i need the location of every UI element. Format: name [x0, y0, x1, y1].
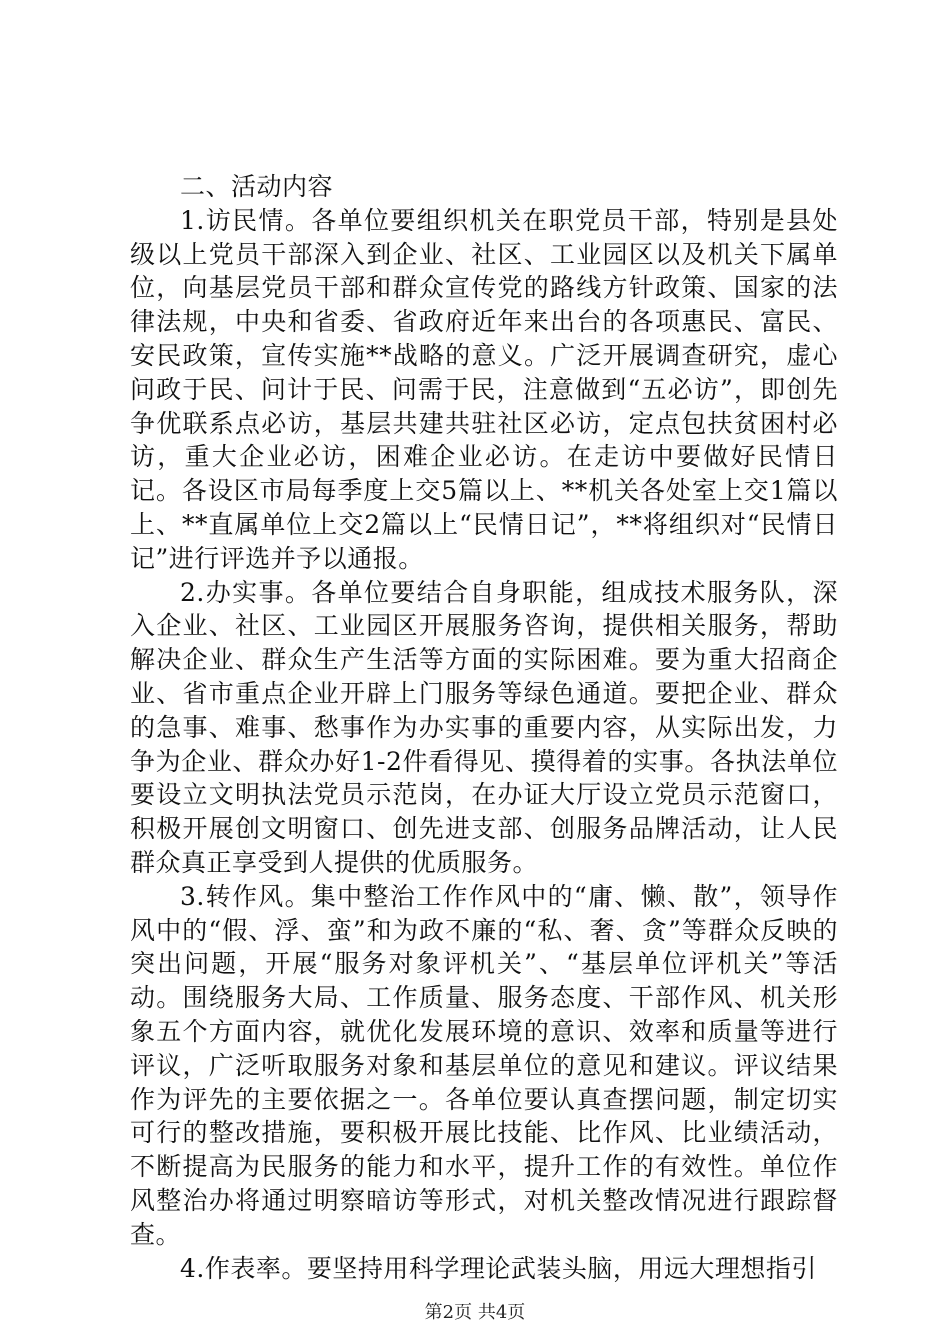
paragraph-set-example: 4.作表率。要坚持用科学理论武装头脑，用远大理想指引	[180, 1253, 817, 1283]
paragraph-visit-public: 1.访民情。各单位要组织机关在职党员干部，特别是县处级以上党员干部深入到企业、社区、工业园区以及机关下属单位，向基层党员干部和群众宣传党的路线方针政策、国家的法律法规，中央和省委、省政府近年来出台的各项惠民、富民、安民政策，宣传实施**战略的意义。广泛开展调查研究，虚心问政于民、问计于民、问需于民，注意做到“五必访”，即创先争优联系点必访，基层共建共驻社区必访，定点包扶贫困村必访，重大企业必访，困难企业必访。在走访中要做好民情日记。各设区市局每季度上交5篇以上、**机关各处室上交1篇以上、**直属单位上交2篇以上“民情日记”，**将组织对“民情日记”进行评选并予以通报。	[130, 205, 838, 573]
page-number-footer: 第2页 共4页	[424, 1302, 526, 1323]
paragraph-practical-work: 2.办实事。各单位要结合自身职能，组成技术服务队，深入企业、社区、工业园区开展服务咨询，提供相关服务，帮助解决企业、群众生产生活等方面的实际困难。要为重大招商企业、省市重点企业开辟上门服务等绿色通道。要把企业、群众的急事、难事、愁事作为办实事的重要内容，从实际出发，力争为企业、群众办好1-2件看得见、摸得着的实事。各执法单位要设立文明执法党员示范岗，在办证大厅设立党员示范窗口，积极开展创文明窗口、创先进支部、创服务品牌活动，让人民群众真正享受到人提供的优质服务。	[130, 577, 838, 877]
document-body	[130, 170, 838, 1285]
section-heading: 二、活动内容	[180, 172, 334, 201]
paragraph-work-style: 3.转作风。集中整治工作作风中的“庸、懒、散”，领导作风中的“假、浮、蛮”和为政不廉的“私、奢、贪”等群众反映的突出问题，开展“服务对象评机关”、“基层单位评机关”等活动。围绕服务大局、工作质量、服务态度、干部作风、机关形象五个方面内容，就优化发展环境的意识、效率和质量等进行评议，广泛听取服务对象和基层单位的意见和建议。评议结果作为评先的主要依据之一。各单位要认真查摆问题，制定切实可行的整改措施，要积极开展比技能、比作风、比业绩活动，不断提高为民服务的能力和水平，提升工作的有效性。单位作风整治办将通过明察暗访等形式，对机关整改情况进行跟踪督查。	[130, 881, 838, 1249]
